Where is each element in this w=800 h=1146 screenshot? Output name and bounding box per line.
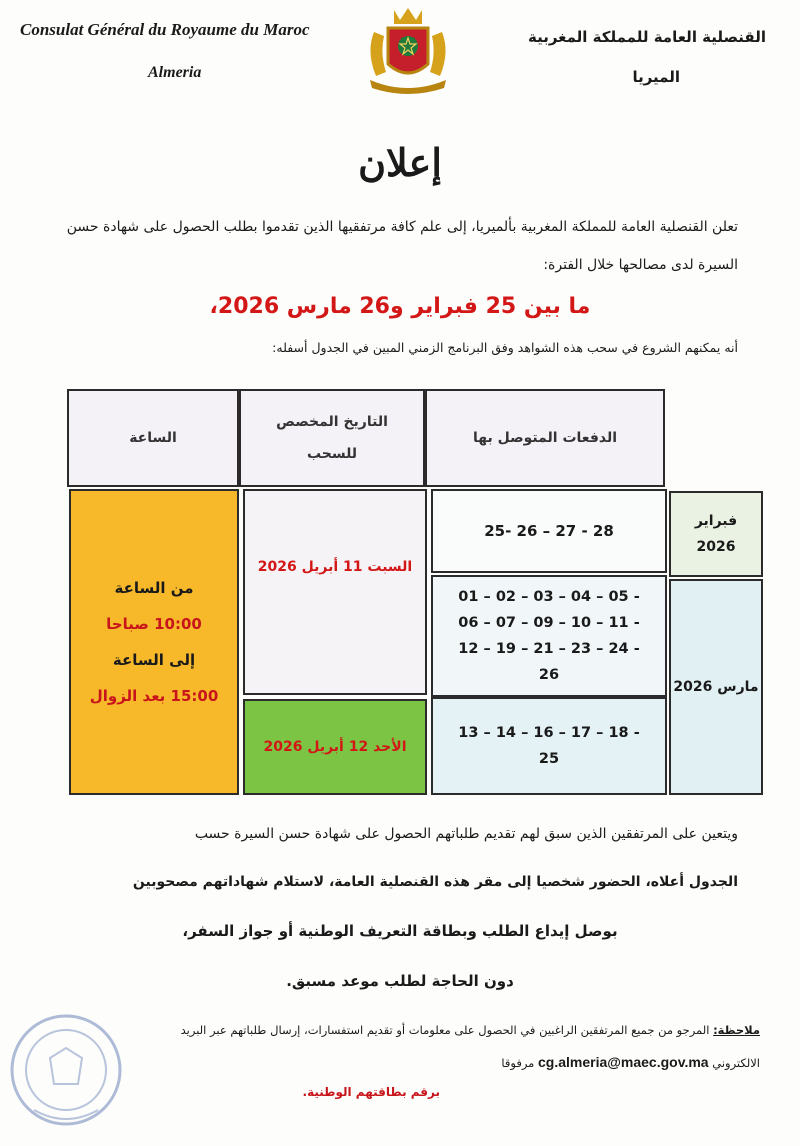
batch-line: - 05 – 04 – 03 – 02 – 01 (458, 589, 640, 605)
email-link[interactable]: cg.almeria@maec.gov.ma (537, 1054, 709, 1070)
moroccan-coat-of-arms-icon (360, 2, 456, 94)
batches-march-group1 (431, 575, 667, 697)
date-saturday: السبت 11 أبريل 2026 (243, 489, 427, 695)
month-february (669, 491, 763, 577)
month-february-year: 2026 (696, 539, 736, 555)
header-batches: الدفعات المتوصل بها (425, 389, 665, 487)
note-red-line: برقم بطاقتهم الوطنية. (302, 1085, 440, 1099)
header-date (239, 389, 425, 487)
header-french-city: Almeria (148, 64, 202, 81)
header-arabic-city: الميريا (632, 68, 680, 86)
month-march: مارس 2026 (669, 579, 763, 795)
note-text-post: مرفوقا (501, 1056, 535, 1070)
schedule-table (67, 389, 765, 801)
time-to-label: إلى الساعة (112, 651, 196, 669)
batch-line: - 18 – 17 – 16 – 14 – 13 (458, 725, 640, 741)
batch-line: 25 (538, 751, 560, 767)
instructions-paragraph (58, 810, 738, 906)
note-label: ملاحظة: (713, 1023, 760, 1037)
official-stamp-icon (4, 1000, 128, 1136)
instructions-line3: بوصل إيداع الطلب وبطاقة التعريف الوطنية أو جواز السفر، (182, 922, 618, 940)
time-from-value: 10:00 صباحا (106, 615, 202, 633)
instructions-bold (0, 906, 800, 1006)
batches-february: 28 - 27 – 26 -25 (431, 489, 667, 573)
header-arabic-consulate: القنصلية العامة للمملكة المغربية (527, 28, 766, 46)
header-date-line1: التاريخ المخصص (276, 414, 388, 430)
instructions-line4: دون الحاجة لطلب موعد مسبق. (286, 972, 514, 990)
batch-line: 26 (538, 667, 560, 683)
header-french-consulate: Consulat Général du Royaume du Maroc (20, 20, 310, 39)
page-title: إعلان (358, 140, 442, 185)
batch-line: - 24 – 23 – 21 – 19 – 12 (458, 641, 640, 657)
note-text: المرجو من جميع المرتفقين الراغبين في الحصول على معلومات أو تقديم استفسارات، إرسال طلباتهم عبر البريد (180, 1023, 710, 1037)
intro-paragraph-2: أنه يمكنهم الشروع في سحب هذه الشواهد وفق البرنامج الزمني المبين في الجدول أسفله: (272, 340, 738, 355)
batches-march-group2 (431, 697, 667, 795)
month-february-name: فبراير (694, 513, 738, 529)
note-text-pre: الالكتروني (712, 1056, 760, 1070)
header-date-line2: للسحب (306, 446, 358, 462)
time-to-value: 15:00 بعد الزوال (89, 687, 219, 705)
instructions-line1: ويتعين على المرتفقين الذين سبق لهم تقديم طلباتهم الحصول على شهادة حسن السيرة حسب (194, 826, 738, 842)
batch-line: - 11 – 10 – 09 – 07 – 06 (458, 615, 640, 631)
note-paragraph (110, 1014, 760, 1079)
header-time: الساعة (67, 389, 239, 487)
time-cell (69, 489, 239, 795)
period-dates: ما بين 25 فبراير و26 مارس 2026، (209, 294, 591, 319)
date-sunday: الأحد 12 أبريل 2026 (243, 699, 427, 795)
intro-paragraph: تعلن القنصلية العامة للمملكة المغربية بألميريا، إلى علم كافة مرتفقيها الذين تقدموا بطلب الحصول على شهادة حسن السيرة لدى مصالحها خلال الفترة: (66, 219, 738, 273)
time-from-label: من الساعة (114, 579, 194, 597)
instructions-line2: الجدول أعلاه، الحضور شخصيا إلى مقر هذه القنصلية العامة، لاستلام شهاداتهم مصحوبين (132, 874, 738, 890)
